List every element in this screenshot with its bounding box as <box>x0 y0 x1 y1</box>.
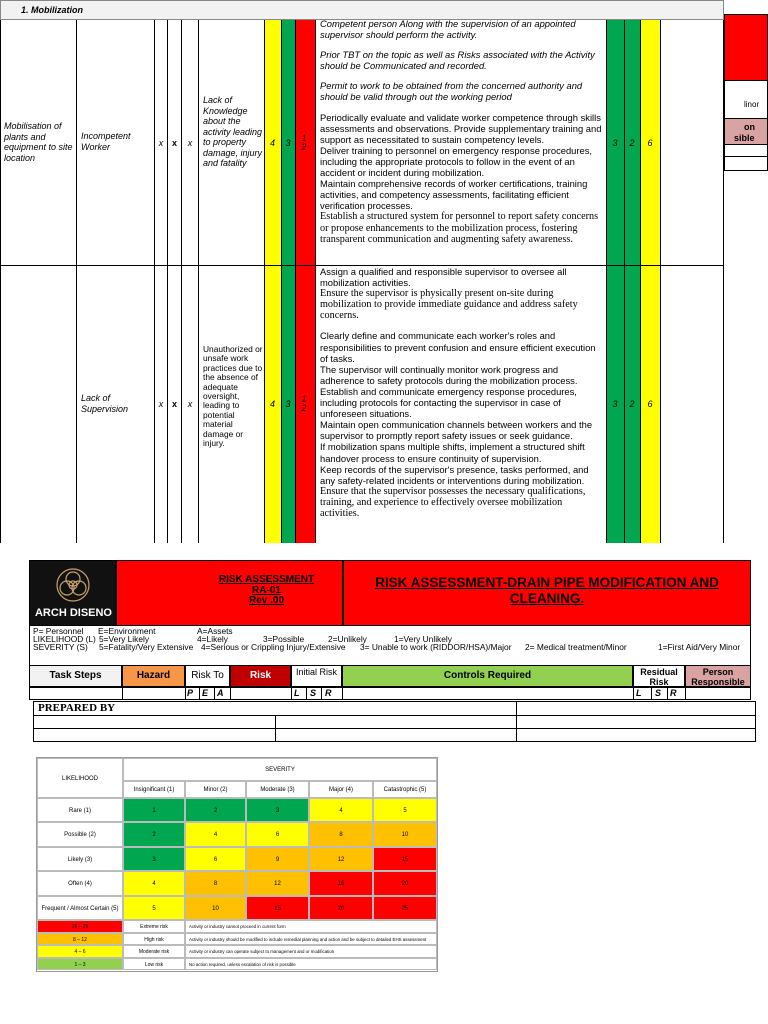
residual-s: 2 <box>629 138 635 148</box>
matrix-cell: 3 <box>246 798 309 822</box>
matrix-cell: 2 <box>185 798 246 822</box>
likelihood-row-header: Rare (1) <box>37 798 123 822</box>
matrix-cell: 20 <box>309 896 373 920</box>
matrix-cell: 16 <box>309 871 373 895</box>
likelihood-label: LIKELIHOOD <box>37 758 123 798</box>
clipped-header-fragment: linor on sible <box>724 14 768 174</box>
matrix-cell: 8 <box>185 871 246 895</box>
risk-cell: Lack of Knowledge about the activity leading to property damage, injury and fatality <box>203 95 263 168</box>
col-risk-to: Risk To <box>185 665 230 687</box>
legend-label: Low risk <box>123 958 185 971</box>
legend-description: Activity or industry cannot proceed in current form <box>185 920 437 933</box>
legend-description: No action required, unless escalation of risk is possible <box>185 958 437 971</box>
matrix-cell: 9 <box>246 847 309 871</box>
matrix-cell: 10 <box>373 822 437 846</box>
likelihood-row-header: Possible (2) <box>37 822 123 846</box>
risk-matrix <box>36 757 438 972</box>
matrix-cell: 12 <box>309 847 373 871</box>
risk-to-a: x <box>187 138 193 148</box>
likelihood-row-header: Likely (3) <box>37 847 123 871</box>
col-risk: Risk <box>230 665 291 687</box>
legend-label: High risk <box>123 933 185 946</box>
matrix-cell: 8 <box>309 822 373 846</box>
risk-column-band <box>295 20 315 543</box>
risk-to-p: x <box>158 399 164 409</box>
risk-to-a: x <box>187 399 193 409</box>
matrix-cell: 20 <box>373 871 437 895</box>
matrix-cell: 12 <box>246 871 309 895</box>
residual-l-column-band <box>606 20 624 543</box>
risk-to-e: x <box>171 138 177 148</box>
severity-column-header: Catastrophic (5) <box>373 781 437 798</box>
initial-l: 4 <box>269 138 275 148</box>
likelihood-column-band <box>264 20 281 543</box>
controls-cell: Assign a qualified and responsible supervisor to oversee all mobilization activities. Ensure the supervisor is physically present on-site during mobilization to provide immediate guidance and address safety concerns. Clearly define and communicate each worker's roles and responsibilities to prevent confusion and ensure efficient execution of tasks. The supervisor will continually monitor work progress and adherence to safety protocols during the mobilization process. Establish and communicate emergency response procedures, including protocols for contacting the supervisor in case of unforeseen situations. Maintain open communication channels between workers and the supervisor to promptly report safety issues or seek guidance. If mobilization spans multiple shifts, implement a structured shift handover process to ensure continuity of supervision. Keep records of the supervisor's presence, tasks performed, and any safety-related incidents or interventions during mobilization. Ensure that the supervisor possesses the necessary qualifications, training, and experience to effectively oversee mobilization activities. <box>320 266 596 519</box>
residual-l: 3 <box>612 138 618 148</box>
residual-r: 6 <box>647 399 653 409</box>
matrix-cell: 5 <box>373 798 437 822</box>
severity-label: SEVERITY <box>123 758 437 781</box>
document-title: RISK ASSESSMENT-DRAIN PIPE MODIFICATION AND CLEANING. <box>375 575 719 606</box>
task-step-cell: Mobilisation of plants and equipment to site location <box>4 121 73 163</box>
section-title: 1. Mobilization <box>0 0 724 20</box>
initial-r: 1 2 <box>301 394 307 413</box>
initial-s: 3 <box>285 399 291 409</box>
company-logo <box>29 560 116 626</box>
residual-s-column-band <box>624 20 640 543</box>
legend-description: Activity or industry can operate subject to management and or modification <box>185 945 437 958</box>
matrix-cell: 6 <box>185 847 246 871</box>
legend-range: 1 – 3 <box>37 958 123 971</box>
company-name: ARCH DISENO <box>34 607 112 619</box>
matrix-cell: 10 <box>185 896 246 920</box>
legend-range: 4 – 6 <box>37 945 123 958</box>
risk-table <box>0 0 724 543</box>
prepared-by-table <box>33 701 756 742</box>
legend-range: 8 – 12 <box>37 933 123 946</box>
document-header: ARCH DISENO RISK ASSESSMENT RA-01 Rev .00 RISK ASSESSMENT-DRAIN PIPE MODIFICATION AND CLEANING. P= Personnel E=Environment A=Assets LIKELIHOOD (L) 5=Very Likely 4=Likely 3=Possible 2=Unlikely 1=Very Unlikely SEVERITY (S) 5=Fatality/Very Extensive 4=Serious or Crippling Injury/Extensive 3= Unable to work (RIDDOR/HSA)/Major 2= Medical treatment/Minor 1=First Aid/Very Minor Task Steps Hazard Risk To Risk Initial Risk Controls Required Residual Risk Person Responsible P E A L S R L S R <box>29 560 751 702</box>
matrix-cell: 15 <box>246 896 309 920</box>
severity-column-header: Insignificant (1) <box>123 781 185 798</box>
initial-l: 4 <box>269 399 275 409</box>
matrix-cell: 15 <box>373 847 437 871</box>
legend-range: 15 – 25 <box>37 920 123 933</box>
hazard-cell: Lack of Supervision <box>81 393 129 414</box>
sub-header-row <box>29 687 751 700</box>
doc-type: RISK ASSESSMENT <box>218 574 315 585</box>
logo-mark-icon <box>55 567 91 603</box>
matrix-cell: 1 <box>123 798 185 822</box>
risk-cell: Unauthorized or unsafe work practices due to the absence of adequate oversight, leading to potential material damage or injury. <box>203 344 263 449</box>
matrix-cell: 4 <box>123 871 185 895</box>
matrix-cell: 4 <box>309 798 373 822</box>
col-person-responsible: Person Responsible <box>685 665 751 687</box>
risk-to-e: x <box>171 399 177 409</box>
residual-l: 3 <box>612 399 618 409</box>
legend-label: Extreme risk <box>123 920 185 933</box>
likelihood-row-header: Frequent / Almost Certain (5) <box>37 896 123 920</box>
hazard-cell: Incompetent Worker <box>81 131 131 152</box>
prepared-by-label: PREPARED BY <box>38 702 116 714</box>
matrix-cell: 4 <box>185 822 246 846</box>
col-controls: Controls Required <box>342 665 633 687</box>
matrix-cell: 5 <box>123 896 185 920</box>
legend-block: P= Personnel E=Environment A=Assets LIKELIHOOD (L) 5=Very Likely 4=Likely 3=Possible 2=Unlikely 1=Very Unlikely SEVERITY (S) 5=Fatality/Very Extensive 4=Serious or Crippling Injury/Extensive 3= Unable to work (RIDDOR/HSA)/Major 2= Medical treatment/Minor 1=First Aid/Very Minor <box>29 626 751 666</box>
legend-label: Moderate risk <box>123 945 185 958</box>
doc-revision: Rev .00 <box>248 595 285 606</box>
initial-s: 3 <box>285 138 291 148</box>
severity-column-header: Minor (2) <box>185 781 246 798</box>
likelihood-row-header: Often (4) <box>37 871 123 895</box>
matrix-cell: 2 <box>123 822 185 846</box>
severity-column-header: Moderate (3) <box>246 781 309 798</box>
matrix-cell: 3 <box>123 847 185 871</box>
matrix-cell: 6 <box>246 822 309 846</box>
legend-description: Activity or industry should be modified to include remedial planning and action and be subject to detailed EHS assessment <box>185 933 437 946</box>
residual-r: 6 <box>647 138 653 148</box>
col-hazard: Hazard <box>122 665 185 687</box>
matrix-cell: 25 <box>373 896 437 920</box>
controls-cell: Competent person Along with the supervision of an appointed supervisor should perform the activity. Prior TBT on the topic as well as Risks associated with the Activity should be Communicated and recorded. Permit to work to be obtained from the concerned authority and should be valid through out the working period Periodically evaluate and validate worker competence through skills assessments and observations. Provide supplementary training and support as necessitated to sustain competency levels. Deliver training to personnel on emergency response procedures, including the appropriate protocols to follow in the event of an accident or incident during mobilization. Maintain comprehensive records of worker certifications, training activities, and competency assessments, facilitating efficient verification processes. Establish a structured system for personnel to report safety concerns or propose enhancements to the mobilization process, fostering transparent communication and augmenting safety awareness. <box>320 18 602 245</box>
col-initial-risk: Initial Risk <box>291 665 342 687</box>
severity-column-header: Major (4) <box>309 781 373 798</box>
severity-column-band <box>281 20 295 543</box>
col-residual-risk: Residual Risk <box>633 665 685 687</box>
col-task-steps: Task Steps <box>29 665 122 687</box>
risk-to-p: x <box>158 138 164 148</box>
residual-r-column-band <box>640 20 660 543</box>
doc-number: RA-01 <box>252 584 281 596</box>
initial-r: 1 2 <box>301 133 307 152</box>
residual-s: 2 <box>629 399 635 409</box>
